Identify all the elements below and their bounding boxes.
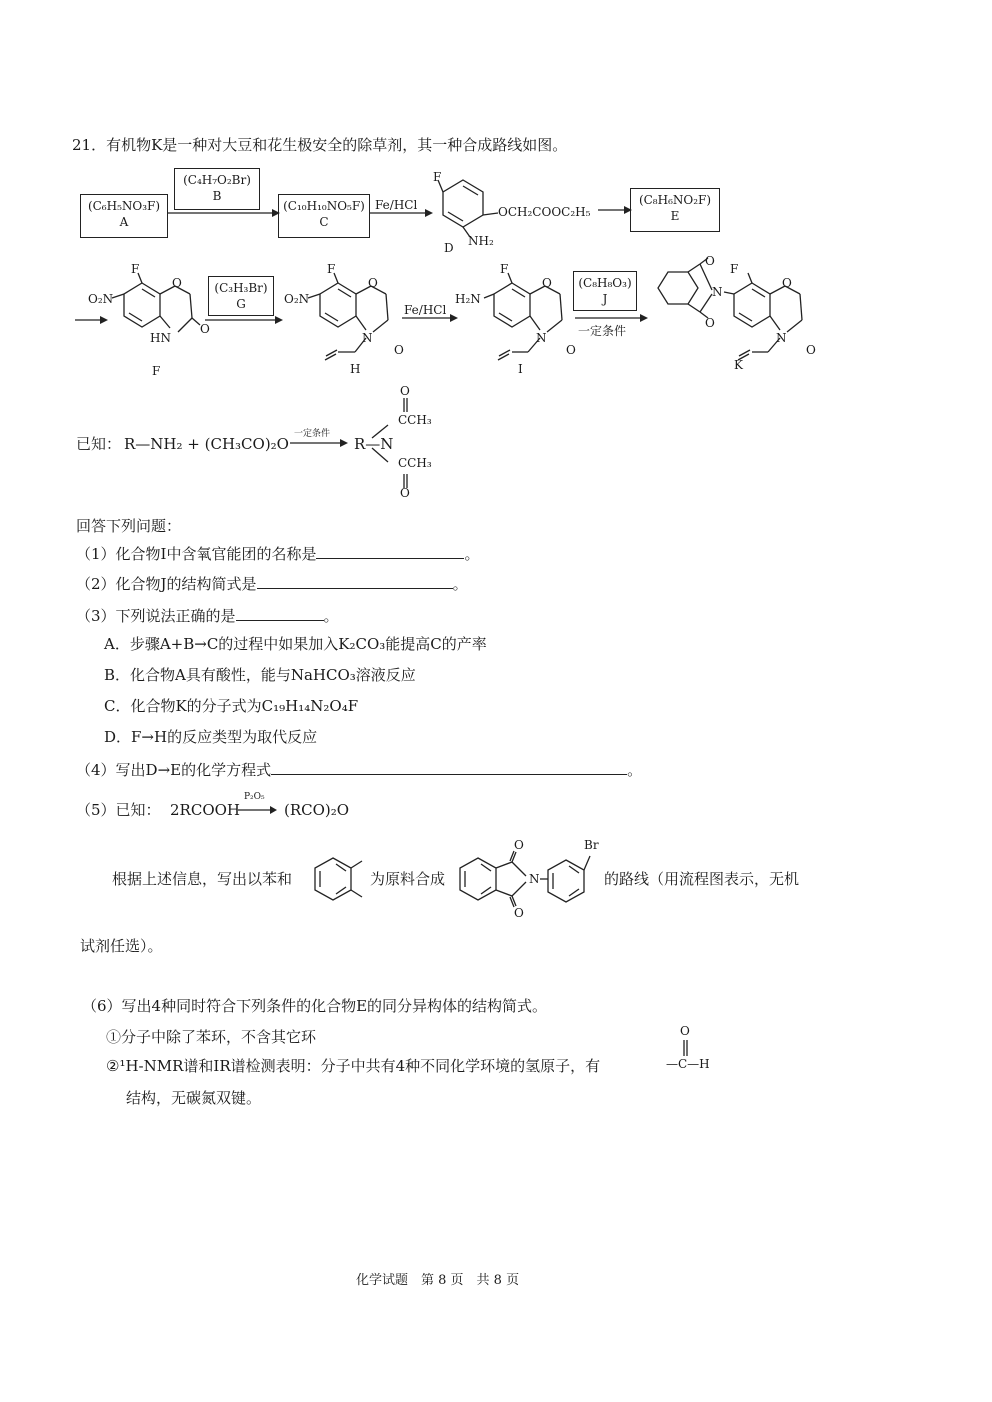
label-b: B (212, 189, 222, 203)
target-imide-structure (460, 851, 590, 907)
label-e: E (670, 209, 680, 223)
k-imide-o-top: O (705, 254, 715, 268)
option-d: D．F→H的反应类型为取代反应 (104, 728, 318, 746)
question-4-text: （4）写出D→E的化学方程式 (76, 761, 272, 779)
question-1 (76, 543, 480, 564)
known-o-bottom: O (400, 486, 410, 500)
answer-blank-3[interactable] (236, 605, 324, 621)
target-n: N (529, 872, 540, 886)
f-ring-o: O (172, 276, 182, 290)
label-a: A (119, 215, 129, 229)
question-title: 21．有机物K是一种对大豆和花生极安全的除草剂，其一种合成路线如图。 (72, 136, 568, 154)
f-carbonyl-o: O (200, 322, 210, 336)
question-4 (76, 759, 642, 780)
label-c: C (319, 215, 329, 229)
h-nitro: O₂N (284, 292, 310, 306)
d-fluorine: F (433, 170, 442, 184)
compound-f-structure (112, 273, 200, 332)
question-1-text: （1）化合物I中含氧官能团的名称是 (76, 545, 317, 563)
known-condition: 一定条件 (294, 429, 331, 439)
question-3-text: （3）下列说法正确的是 (76, 607, 236, 625)
label-g: G (236, 297, 246, 311)
f-fluorine: F (131, 262, 140, 276)
k-ring-o: O (782, 276, 792, 290)
known-reactants: R—NH₂ + (CH₃CO)₂O (124, 435, 289, 453)
answer-blank-4[interactable] (271, 759, 627, 775)
question-2-text: （2）化合物J的结构简式是 (76, 575, 257, 593)
h-ring-o: O (368, 276, 378, 290)
i-fluorine: F (500, 262, 509, 276)
question-5-eq-cond: P₂O₅ (244, 792, 265, 802)
formula-b: (C₄H₇O₂Br) (183, 173, 251, 187)
known-acetyl-bottom: CCH₃ (398, 456, 432, 470)
question-6-condition-2: ②¹H-NMR谱和IR谱检测表明：分子中共有4种不同化学环境的氢原子，有 (106, 1057, 601, 1075)
h-n: N (362, 331, 373, 345)
question-2-end: 。 (452, 575, 468, 593)
known-product-n: R—N (354, 435, 394, 453)
question-6: （6）写出4种同时符合下列条件的化合物E的同分异构体的结构简式。 (82, 997, 548, 1015)
answer-blank-1[interactable] (316, 543, 464, 559)
formula-c: (C₁₀H₁₀NO₅F) (283, 199, 365, 213)
answer-prompt: 回答下列问题： (76, 517, 182, 535)
formula-g: (C₃H₃Br) (214, 281, 268, 295)
question-5-text-3: 的路线（用流程图表示，无机 (604, 870, 800, 888)
d-ester-group: OCH₂COOC₂H₅ (498, 205, 591, 219)
h-carbonyl-o: O (394, 343, 404, 357)
h-fluorine: F (327, 262, 336, 276)
aldehyde-group: —C—H (666, 1057, 710, 1071)
question-1-end: 。 (464, 545, 480, 563)
aldehyde-fragment (684, 1040, 687, 1056)
k-fluorine: F (730, 262, 739, 276)
d-amino: NH₂ (468, 234, 494, 248)
question-5-eq-right: (RCO)₂O (284, 801, 350, 819)
aldehyde-o: O (680, 1024, 690, 1038)
reagent-fe-hcl-2: Fe/HCl (404, 303, 447, 317)
page-footer: 化学试题 第 8 页 共 8 页 (356, 1273, 520, 1288)
k-imide-o-bottom: O (705, 316, 715, 330)
o-xylene-structure (315, 858, 362, 900)
compound-box-j (573, 271, 637, 311)
label-i: I (518, 362, 523, 376)
i-amino: H₂N (455, 292, 481, 306)
k-n: N (776, 331, 787, 345)
formula-j: (C₈H₈O₃) (578, 276, 632, 290)
question-3-end: 。 (323, 607, 339, 625)
target-o-top: O (514, 838, 524, 852)
compound-box-g (208, 276, 274, 316)
question-5-text-2: 为原料合成 (370, 870, 446, 888)
f-hn: HN (150, 331, 171, 345)
option-b: B．化合物A具有酸性，能与NaHCO₃溶液反应 (104, 666, 416, 684)
question-5-eq-left: 2RCOOH (170, 801, 240, 819)
known-prefix: 已知： (76, 435, 122, 453)
answer-blank-2[interactable] (257, 573, 453, 589)
question-3 (76, 605, 339, 626)
label-j: J (602, 292, 608, 306)
label-h: H (350, 362, 361, 376)
option-a: A．步骤A+B→C的过程中如果加入K₂CO₃能提高C的产率 (104, 635, 487, 653)
compound-d-structure (438, 180, 498, 237)
target-o-bottom: O (514, 906, 524, 920)
i-n: N (536, 331, 547, 345)
question-5-text-4: 试剂任选）。 (80, 937, 163, 955)
known-o-top: O (400, 384, 410, 398)
target-br: Br (584, 838, 599, 852)
label-k: K (734, 358, 743, 372)
condition-i-k: 一定条件 (578, 324, 627, 338)
label-f: F (152, 364, 161, 378)
question-2 (76, 573, 468, 594)
formula-e: (C₈H₆NO₂F) (638, 193, 712, 207)
question-5-prefix: （5）已知： (76, 801, 161, 819)
f-nitro: O₂N (88, 292, 114, 306)
k-imide-n: N (712, 285, 723, 299)
i-ring-o: O (542, 276, 552, 290)
label-d: D (444, 241, 454, 255)
question-4-end: 。 (627, 761, 643, 779)
question-6-condition-1: ①分子中除了苯环，不含其它环 (106, 1028, 317, 1046)
question-5-text-1: 根据上述信息，写出以苯和 (112, 870, 293, 888)
i-carbonyl-o: O (566, 343, 576, 357)
reagent-fe-hcl-1: Fe/HCl (375, 198, 418, 212)
formula-a: (C₆H₅NO₃F) (87, 199, 161, 213)
known-acetyl-top: CCH₃ (398, 413, 432, 427)
option-c: C．化合物K的分子式为C₁₉H₁₄N₂O₄F (104, 697, 359, 715)
k-carbonyl-o: O (806, 343, 816, 357)
question-6-condition-3: 结构，无碳氮双键。 (126, 1089, 262, 1107)
